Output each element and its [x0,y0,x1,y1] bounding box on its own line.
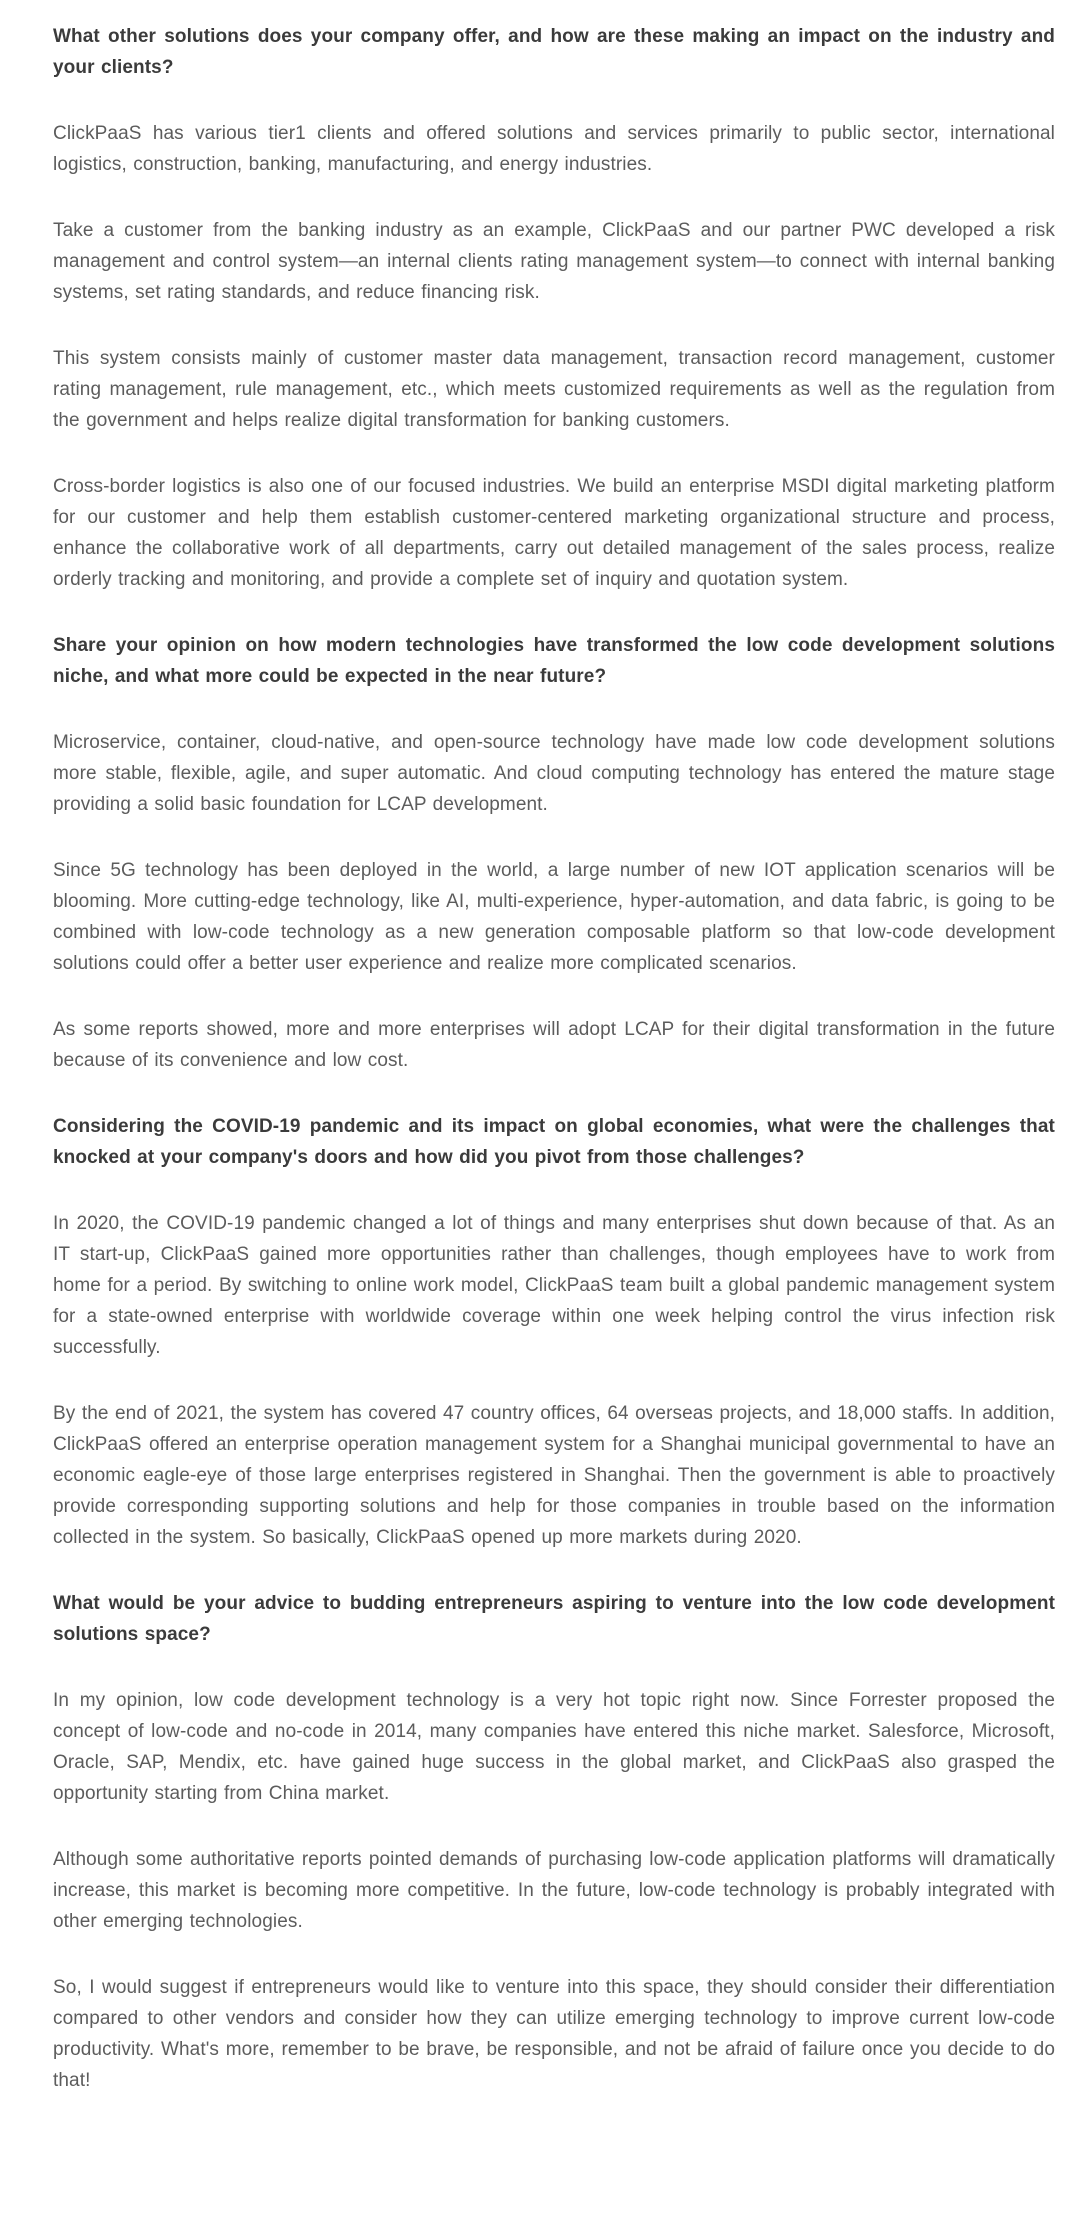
question-covid-challenges: Considering the COVID-19 pandemic and its impact on global economies, what were the challenges that knocked at your company's doors and how did you pivot from those challenges? [53,1116,1055,1168]
answer-market-competitive: Although some authoritative reports pointed demands of purchasing low-code application platforms will dramatically increase, this market is becoming more competitive. In the future, low-code technology is probably integrated with other emerging technologies. [53,1849,1055,1932]
answer-5g-iot: Since 5G technology has been deployed in the world, a large number of new IOT application scenarios will be blooming. More cutting-edge technology, like AI, multi-experience, hyper-automation, and data fabric, is going to be combined with low-code technology as a new generation composable platform so that low-code development solutions could offer a better user experience and realize more complicated scenarios. [53,860,1055,974]
answer-clients-industries: ClickPaaS has various tier1 clients and offered solutions and services primarily to public sector, international logistics, construction, banking, manufacturing, and energy industries. [53,123,1055,175]
answer-cross-border-logistics: Cross-border logistics is also one of our focused industries. We build an enterprise MSDI digital marketing platform for our customer and help them establish customer-centered marketing organizational structure and process, enhance the collaborative work of all departments, carry out detailed management of the sales process, realize orderly tracking and monitoring, and provide a complete set of inquiry and quotation system. [53,476,1055,590]
answer-final-suggestion: So, I would suggest if entrepreneurs would like to venture into this space, they should consider their differentiation compared to other vendors and consider how they can utilize emerging technology to improve current low-code productivity. What's more, remember to be brave, be responsible, and not be afraid of failure once you decide to do that! [53,1977,1055,2091]
answer-lcap-adoption: As some reports showed, more and more enterprises will adopt LCAP for their digital transformation in the future because of its convenience and low cost. [53,1019,1055,1071]
answer-pandemic-response: In 2020, the COVID-19 pandemic changed a lot of things and many enterprises shut down because of that. As an IT start-up, ClickPaaS gained more opportunities rather than challenges, though employees have to work from home for a period. By switching to online work model, ClickPaaS team built a global pandemic management system for a state-owned enterprise with worldwide coverage within one week helping control the virus infection risk successfully. [53,1213,1055,1358]
answer-system-components: This system consists mainly of customer master data management, transaction record management, customer rating management, rule management, etc., which meets customized requirements as well as the regulation from the government and helps realize digital transformation for banking customers. [53,348,1055,431]
answer-2021-coverage: By the end of 2021, the system has covered 47 country offices, 64 overseas projects, and 18,000 staffs. In addition, ClickPaaS offered an enterprise operation management system for a Shanghai municipal governmental to have an economic eagle-eye of those large enterprises registered in Shanghai. Then the government is able to proactively provide corresponding supporting solutions and help for those companies in trouble based on the information collected in the system. So basically, ClickPaaS opened up more markets during 2020. [53,1403,1055,1548]
question-modern-technologies: Share your opinion on how modern technologies have transformed the low code development solutions niche, and what more could be expected in the near future? [53,635,1055,687]
question-other-solutions: What other solutions does your company offer, and how are these making an impact on the industry and your clients? [53,26,1055,78]
answer-microservice-cloud: Microservice, container, cloud-native, and open-source technology have made low code development solutions more stable, flexible, agile, and super automatic. And cloud computing technology has entered the mature stage providing a solid basic foundation for LCAP development. [53,732,1055,815]
answer-hot-topic: In my opinion, low code development technology is a very hot topic right now. Since Forrester proposed the concept of low-code and no-code in 2014, many companies have entered this niche market. Salesforce, Microsoft, Oracle, SAP, Mendix, etc. have gained huge success in the global market, and ClickPaaS also grasped the opportunity starting from China market. [53,1690,1055,1804]
answer-banking-example: Take a customer from the banking industry as an example, ClickPaaS and our partner PWC developed a risk management and control system—an internal clients rating management system—to connect with internal banking systems, set rating standards, and reduce financing risk. [53,220,1055,303]
question-advice-entrepreneurs: What would be your advice to budding entrepreneurs aspiring to venture into the low code development solutions space? [53,1593,1055,1645]
